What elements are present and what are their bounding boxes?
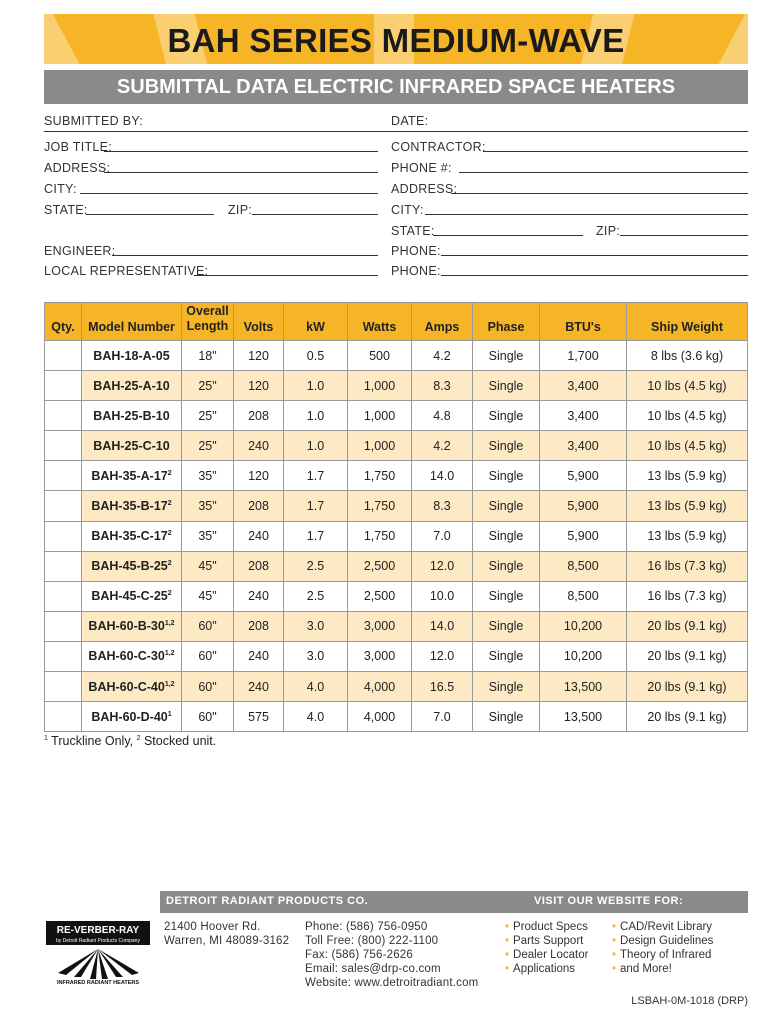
- watts-cell: 1,750: [348, 491, 412, 521]
- btus-cell: 13,500: [540, 672, 627, 702]
- amps-cell: 4.2: [412, 341, 473, 371]
- model-cell: [82, 581, 182, 611]
- company-address: [164, 920, 289, 948]
- btus-cell: 5,900: [540, 491, 627, 521]
- phase-cell: Single: [473, 401, 540, 431]
- footnote: [44, 734, 216, 748]
- page-subtitle: SUBMITTAL DATA ELECTRIC INFRARED SPACE HEATERS: [116, 76, 676, 98]
- amps-cell: 8.3: [412, 371, 473, 401]
- website-link[interactable]: • Theory of Infrared: [612, 948, 713, 962]
- length-cell: 45": [182, 551, 234, 581]
- footer-line: 21400 Hoover Rd.: [164, 921, 261, 933]
- length-cell: 25": [182, 431, 234, 461]
- model-footnote-mark: 2: [167, 590, 172, 598]
- model-number: BAH-18-A-05: [93, 348, 170, 363]
- website-link[interactable]: • Applications: [505, 962, 588, 976]
- engineer-label: ENGINEER:: [44, 244, 116, 258]
- weight-cell: 20 lbs (9.1 kg): [627, 611, 748, 641]
- volts-cell: 240: [234, 521, 284, 551]
- zip-label: ZIP:: [228, 203, 253, 217]
- volts-cell: 240: [234, 581, 284, 611]
- qty-cell[interactable]: [45, 521, 82, 551]
- model-cell: [82, 641, 182, 671]
- rep-phone-label: PHONE:: [391, 264, 441, 278]
- weight-cell: 13 lbs (5.9 kg): [627, 461, 748, 491]
- col-btus: BTU's: [540, 303, 627, 341]
- table-row: [45, 521, 748, 551]
- phase-cell: Single: [473, 371, 540, 401]
- footnote-text-2: Stocked unit.: [140, 734, 217, 748]
- website-link[interactable]: • Design Guidelines: [612, 934, 713, 948]
- model-number: BAH-45-B-25: [91, 559, 168, 574]
- weight-cell: 16 lbs (7.3 kg): [627, 551, 748, 581]
- model-footnote-mark: 2: [167, 469, 172, 477]
- watts-cell: 3,000: [348, 611, 412, 641]
- length-cell: 35": [182, 521, 234, 551]
- footer-line: Website: www.detroitradiant.com: [305, 977, 479, 989]
- job-title-field[interactable]: [104, 151, 378, 152]
- model-cell: [82, 341, 182, 371]
- local-rep-field[interactable]: [194, 275, 378, 276]
- contractor-city-field[interactable]: [425, 214, 748, 215]
- weight-cell: 13 lbs (5.9 kg): [627, 491, 748, 521]
- kw-cell: 1.7: [284, 461, 348, 491]
- btus-cell: 8,500: [540, 581, 627, 611]
- length-cell: 25": [182, 401, 234, 431]
- model-number: BAH-45-C-25: [91, 589, 168, 604]
- phase-cell: Single: [473, 581, 540, 611]
- contractor-zip-field[interactable]: [620, 235, 748, 236]
- weight-cell: 10 lbs (4.5 kg): [627, 431, 748, 461]
- kw-cell: 1.7: [284, 491, 348, 521]
- amps-cell: 8.3: [412, 491, 473, 521]
- phone-number-field[interactable]: [459, 172, 748, 173]
- length-cell: 45": [182, 581, 234, 611]
- table-row: [45, 672, 748, 702]
- phase-cell: Single: [473, 672, 540, 702]
- phase-cell: Single: [473, 551, 540, 581]
- watts-cell: 2,500: [348, 551, 412, 581]
- amps-cell: 4.8: [412, 401, 473, 431]
- watts-cell: 4,000: [348, 702, 412, 732]
- col-watts: Watts: [348, 303, 412, 341]
- btus-cell: 3,400: [540, 401, 627, 431]
- job-title-label: JOB TITLE:: [44, 140, 113, 154]
- length-cell: 35": [182, 491, 234, 521]
- watts-cell: 1,750: [348, 521, 412, 551]
- table-row: [45, 491, 748, 521]
- watts-cell: 1,000: [348, 401, 412, 431]
- website-link[interactable]: • Parts Support: [505, 934, 588, 948]
- phone-number-label: PHONE #:: [391, 161, 452, 175]
- model-number: BAH-35-B-17: [91, 499, 168, 514]
- weight-cell: 20 lbs (9.1 kg): [627, 641, 748, 671]
- volts-cell: 120: [234, 341, 284, 371]
- logo-bottom-text: INFRARED RADIANT HEATERS: [56, 980, 140, 985]
- website-link[interactable]: • Product Specs: [505, 920, 588, 934]
- qty-cell[interactable]: [45, 431, 82, 461]
- weight-cell: 20 lbs (9.1 kg): [627, 672, 748, 702]
- model-cell: [82, 702, 182, 732]
- model-number: BAH-35-A-17: [91, 468, 168, 483]
- watts-cell: 4,000: [348, 672, 412, 702]
- model-cell: [82, 672, 182, 702]
- btus-cell: 8,500: [540, 551, 627, 581]
- date-label: DATE:: [391, 114, 429, 128]
- reverberray-logo: [44, 915, 156, 985]
- phase-cell: Single: [473, 702, 540, 732]
- city-label: CITY:: [44, 182, 77, 196]
- qty-cell[interactable]: [45, 611, 82, 641]
- footnote-mark-2: 2: [136, 734, 141, 742]
- amps-cell: 7.0: [412, 521, 473, 551]
- footer-line: Fax: (586) 756-2626: [305, 949, 414, 961]
- qty-cell[interactable]: [45, 641, 82, 671]
- state-label: STATE:: [44, 203, 88, 217]
- volts-cell: 240: [234, 672, 284, 702]
- phase-cell: Single: [473, 491, 540, 521]
- document-id: LSBAH-0M-1018 (DRP): [631, 995, 748, 1007]
- contractor-label: CONTRACTOR:: [391, 140, 486, 154]
- amps-cell: 4.2: [412, 431, 473, 461]
- footer-bar: [160, 891, 748, 913]
- watts-cell: 500: [348, 341, 412, 371]
- length-cell: 18": [182, 341, 234, 371]
- website-links-col2: [612, 920, 713, 976]
- submitted-by-label: SUBMITTED BY:: [44, 114, 144, 128]
- phase-cell: Single: [473, 521, 540, 551]
- qty-cell[interactable]: [45, 551, 82, 581]
- footnote-text-1: Truckline Only,: [47, 734, 137, 748]
- qty-cell[interactable]: [45, 401, 82, 431]
- table-row: [45, 371, 748, 401]
- model-footnote-mark: 1,2: [164, 680, 175, 688]
- footer-line: Warren, MI 48089-3162: [164, 935, 290, 947]
- amps-cell: 10.0: [412, 581, 473, 611]
- col-phase: Phase: [473, 303, 540, 341]
- model-cell: [82, 431, 182, 461]
- amps-cell: 14.0: [412, 611, 473, 641]
- model-number: BAH-35-C-17: [91, 529, 168, 544]
- btus-cell: 1,700: [540, 341, 627, 371]
- model-cell: [82, 371, 182, 401]
- spec-table: [44, 302, 748, 732]
- divider: [44, 131, 748, 132]
- amps-cell: 16.5: [412, 672, 473, 702]
- model-number: BAH-60-D-40: [91, 709, 168, 724]
- btus-cell: 10,200: [540, 641, 627, 671]
- kw-cell: 1.0: [284, 431, 348, 461]
- length-cell: 35": [182, 461, 234, 491]
- footer-line: Phone: (586) 756-0950: [305, 921, 428, 933]
- volts-cell: 208: [234, 401, 284, 431]
- website-links-col1: [505, 920, 588, 976]
- table-header-row: [45, 303, 748, 341]
- rep-phone-field[interactable]: [441, 275, 748, 276]
- model-footnote-mark: 2: [167, 560, 172, 568]
- btus-cell: 5,900: [540, 521, 627, 551]
- phase-cell: Single: [473, 611, 540, 641]
- amps-cell: 12.0: [412, 551, 473, 581]
- amps-cell: 14.0: [412, 461, 473, 491]
- table-row: [45, 551, 748, 581]
- btus-cell: 3,400: [540, 371, 627, 401]
- model-footnote-mark: 2: [167, 499, 172, 507]
- logo-wordmark: RE-VERBER-RAY: [56, 925, 140, 936]
- model-number: BAH-25-A-10: [93, 378, 170, 393]
- qty-cell[interactable]: [45, 702, 82, 732]
- page-title: BAH SERIES MEDIUM-WAVE: [167, 22, 625, 59]
- volts-cell: 208: [234, 551, 284, 581]
- table-row: [45, 581, 748, 611]
- model-footnote-mark: 1: [167, 710, 172, 718]
- footnote-mark-1: 1: [44, 734, 48, 742]
- address-label: ADDRESS:: [44, 161, 111, 175]
- col-qty: Qty.: [45, 303, 82, 341]
- col-model: Model Number: [82, 303, 182, 341]
- model-cell: [82, 401, 182, 431]
- model-number: BAH-25-C-10: [93, 438, 170, 453]
- length-cell: 25": [182, 371, 234, 401]
- state-field[interactable]: [86, 214, 214, 215]
- zip-field[interactable]: [252, 214, 378, 215]
- model-cell: [82, 521, 182, 551]
- footer-line: Email: sales@drp-co.com: [305, 963, 441, 975]
- table-row: [45, 702, 748, 732]
- kw-cell: 3.0: [284, 641, 348, 671]
- btus-cell: 13,500: [540, 702, 627, 732]
- watts-cell: 1,750: [348, 461, 412, 491]
- volts-cell: 208: [234, 491, 284, 521]
- model-number: BAH-60-B-30: [88, 619, 165, 634]
- model-number: BAH-60-C-30: [88, 649, 165, 664]
- weight-cell: 16 lbs (7.3 kg): [627, 581, 748, 611]
- contractor-city-label: CITY:: [391, 203, 424, 217]
- contractor-address-label: ADDRESS:: [391, 182, 458, 196]
- logo-graphic: [44, 915, 156, 985]
- contractor-state-field[interactable]: [433, 235, 583, 236]
- length-cell: 60": [182, 672, 234, 702]
- qty-cell[interactable]: [45, 461, 82, 491]
- model-cell: [82, 611, 182, 641]
- table-row: [45, 611, 748, 641]
- kw-cell: 2.5: [284, 581, 348, 611]
- model-cell: [82, 461, 182, 491]
- qty-cell[interactable]: [45, 341, 82, 371]
- qty-cell[interactable]: [45, 491, 82, 521]
- volts-cell: 575: [234, 702, 284, 732]
- model-number: BAH-60-C-40: [88, 679, 165, 694]
- col-length-line1: Overall: [186, 304, 229, 318]
- table-row: [45, 431, 748, 461]
- phase-cell: Single: [473, 641, 540, 671]
- phase-cell: Single: [473, 461, 540, 491]
- col-volts: Volts: [234, 303, 284, 341]
- length-cell: 60": [182, 641, 234, 671]
- model-cell: [82, 491, 182, 521]
- col-kw: kW: [284, 303, 348, 341]
- length-cell: 60": [182, 611, 234, 641]
- phase-cell: Single: [473, 341, 540, 371]
- contractor-address-field[interactable]: [451, 193, 748, 194]
- col-length-line2: Length: [186, 319, 229, 333]
- contractor-zip-label: ZIP:: [596, 224, 621, 238]
- local-rep-label: LOCAL REPRESENTATIVE:: [44, 264, 209, 278]
- table-row: [45, 641, 748, 671]
- table-row: [45, 461, 748, 491]
- qty-cell[interactable]: [45, 581, 82, 611]
- amps-cell: 7.0: [412, 702, 473, 732]
- website-link[interactable]: • Dealer Locator: [505, 948, 588, 962]
- length-cell: 60": [182, 702, 234, 732]
- kw-cell: 4.0: [284, 702, 348, 732]
- btus-cell: 5,900: [540, 461, 627, 491]
- engineer-field[interactable]: [112, 255, 378, 256]
- kw-cell: 1.0: [284, 401, 348, 431]
- model-number: BAH-25-B-10: [93, 408, 170, 423]
- city-field[interactable]: [80, 193, 378, 194]
- company-name: DETROIT RADIANT PRODUCTS CO.: [166, 895, 369, 907]
- form-section: [0, 0, 770, 290]
- model-footnote-mark: 2: [167, 529, 172, 537]
- website-link[interactable]: • CAD/Revit Library: [612, 920, 713, 934]
- btus-cell: 3,400: [540, 431, 627, 461]
- model-cell: [82, 551, 182, 581]
- weight-cell: 8 lbs (3.6 kg): [627, 341, 748, 371]
- volts-cell: 208: [234, 611, 284, 641]
- col-weight: Ship Weight: [627, 303, 748, 341]
- logo-tagline: by Detroit Radiant Products Company: [56, 938, 140, 944]
- model-footnote-mark: 1,2: [164, 650, 175, 658]
- watts-cell: 1,000: [348, 431, 412, 461]
- col-length: [182, 303, 234, 341]
- company-contact: [305, 920, 478, 990]
- visit-website-label: VISIT OUR WEBSITE FOR:: [534, 895, 684, 907]
- contractor-phone-field[interactable]: [441, 255, 748, 256]
- address-field[interactable]: [104, 172, 378, 173]
- footer-line: Toll Free: (800) 222-1100: [305, 935, 439, 947]
- weight-cell: 10 lbs (4.5 kg): [627, 371, 748, 401]
- watts-cell: 2,500: [348, 581, 412, 611]
- kw-cell: 1.7: [284, 521, 348, 551]
- table-row: [45, 341, 748, 371]
- kw-cell: 0.5: [284, 341, 348, 371]
- weight-cell: 10 lbs (4.5 kg): [627, 401, 748, 431]
- amps-cell: 12.0: [412, 641, 473, 671]
- btus-cell: 10,200: [540, 611, 627, 641]
- col-amps: Amps: [412, 303, 473, 341]
- volts-cell: 240: [234, 641, 284, 671]
- weight-cell: 20 lbs (9.1 kg): [627, 702, 748, 732]
- contractor-field[interactable]: [483, 151, 748, 152]
- volts-cell: 120: [234, 461, 284, 491]
- weight-cell: 13 lbs (5.9 kg): [627, 521, 748, 551]
- kw-cell: 4.0: [284, 672, 348, 702]
- kw-cell: 3.0: [284, 611, 348, 641]
- qty-cell[interactable]: [45, 371, 82, 401]
- qty-cell[interactable]: [45, 672, 82, 702]
- contractor-phone-label: PHONE:: [391, 244, 441, 258]
- volts-cell: 120: [234, 371, 284, 401]
- watts-cell: 3,000: [348, 641, 412, 671]
- website-link[interactable]: • and More!: [612, 962, 713, 976]
- watts-cell: 1,000: [348, 371, 412, 401]
- table-row: [45, 401, 748, 431]
- volts-cell: 240: [234, 431, 284, 461]
- contractor-state-label: STATE:: [391, 224, 435, 238]
- kw-cell: 2.5: [284, 551, 348, 581]
- model-footnote-mark: 1,2: [164, 620, 175, 628]
- kw-cell: 1.0: [284, 371, 348, 401]
- phase-cell: Single: [473, 431, 540, 461]
